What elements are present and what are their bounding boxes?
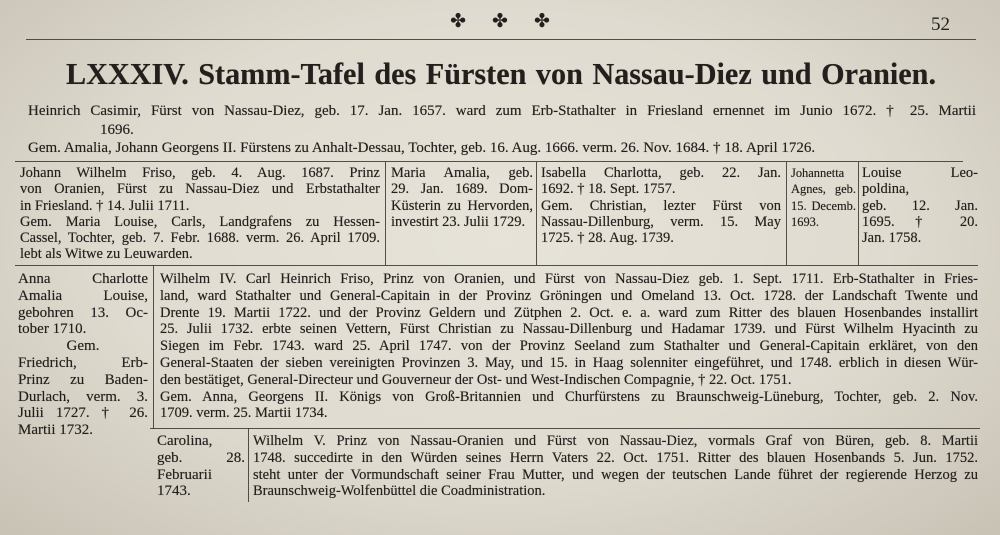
entry-isabella-charlotta: [541, 165, 781, 246]
entry-line: Anna Charlotte: [18, 271, 148, 287]
page-title: [66, 55, 936, 93]
entry-line: poldina,: [862, 181, 910, 198]
column-rule: [858, 162, 859, 265]
spouse-line: Cassel, Tochter, geb. 7. Febr. 1688. verm. 26. April 1709.: [20, 230, 380, 247]
entry-johann-wilhelm-friso: [20, 165, 380, 263]
spouse-line: 1725. † 28. Aug. 1739.: [541, 230, 674, 247]
entry-line: Siegen im Febr. 1743. ward 25. April 1747. von der Provinz Seeland zum Stathalter und General-Capitain erkläret, von den: [160, 338, 978, 355]
entry-line: 1692. † 18. Sept. 1757.: [541, 181, 676, 198]
entry-line: General-Staaten der sieben vereinigten Provinzen 3. May, und 15. in Haag solenniter eingeführet, und 1748. erblich in diesen Wür-: [160, 354, 978, 371]
entry-line: den bestätiget, General-Directeur und Gouverneur der Ost- und West-Indischen Compagnie, † 22. Oct. 1751.: [160, 371, 792, 388]
entry-line: 25. Julii 1732. erbte seinen Vettern, Fürst Christian zu Nassau-Dillenburg und Hadamar 1739. und Fürst Wilhelm Hyacinth zu: [160, 321, 978, 338]
entry-line: Isabella Charlotta, geb. 22. Jan.: [541, 165, 781, 181]
entry-wilhelm-iv: [160, 271, 978, 422]
spouse-line: Friedrich, Erb-: [18, 354, 148, 371]
entry-maria-amalia: [391, 165, 533, 230]
column-rule: [536, 162, 537, 265]
spouse-line: Gem.: [66, 338, 100, 355]
entry-line: in Friesland. † 14. Julii 1711.: [20, 197, 190, 214]
title-text: LXXXIV. Stamm-Tafel des Fürsten von Nassau-Diez und Oranien.: [66, 57, 936, 91]
entry-line: investirt 23. Julii 1729.: [391, 213, 526, 230]
entry-line: Küsterin zu Hervorden,: [391, 197, 533, 214]
spouse-line: Nassau-Dillenburg, verm. 15. May: [541, 213, 781, 230]
entry-line: 1695. † 20.: [862, 213, 978, 230]
spouse-line: Martii 1732.: [18, 422, 93, 439]
page-number: 52: [931, 14, 950, 35]
entry-line: Maria Amalia, geb.: [391, 165, 533, 181]
entry-johannetta-agnes: [791, 165, 856, 230]
spouse-line: Durlach, verm. 3.: [18, 388, 148, 405]
entry-line: Wilhelm IV. Carl Heinrich Friso, Prinz von Oranien, und Fürst von Nassau-Diez geb. 1. Sept. 1711. Erb-Stathalter in Fries-: [160, 271, 978, 287]
header-rule: [26, 39, 976, 40]
entry-line: 15. Decemb.: [791, 198, 856, 213]
entry-line: steht unter der Vormundschaft seiner Frau Mutter, und wegen der teutschen Lande führet der regierende Herzog zu: [253, 466, 978, 483]
entry-line: Jan. 1758.: [862, 230, 922, 247]
entry-heinrich-casimir: [28, 102, 976, 158]
entry-line: 1693.: [791, 214, 819, 229]
entry-line: 29. Jan. 1689. Dom-: [391, 181, 533, 198]
generation-rule: [15, 265, 978, 266]
entry-line: gebohren 13. Oc-: [18, 304, 148, 321]
spouse-line: Gem. Anna, Georgens II. Königs von Groß-Britannien und Churfürstens zu Braunschweig-Lüneburg, Tochter, geb. 2. Nov.: [160, 388, 978, 405]
spouse-line: Gem. Christian, lezter Fürst von: [541, 197, 781, 214]
spouse-line: Prinz zu Baden-: [18, 371, 148, 388]
entry-carolina: [157, 433, 245, 500]
entry-line: 1743.: [157, 483, 191, 500]
entry-wilhelm-v: [253, 433, 978, 500]
entry-line: Amalia Louise,: [18, 287, 148, 304]
spouse-line: Gem. Amalia, Johann Georgens II. Fürstens zu Anhalt-Dessau, Tochter, geb. 16. Aug. 1666. verm. 26. Nov. 1684. † 18. April 1726.: [28, 140, 816, 156]
entry-line: land, ward Stathalter und General-Capitain in der Provinz Gröningen und Omeland 13. Oct. 1728. der Landschaft Twente und: [160, 287, 978, 304]
entry-line: Heinrich Casimir, Fürst von Nassau-Diez, geb. 17. Jan. 1657. ward zum Erb-Stathalter in Friesland ernennet im Junio 1672. † 25. Martii: [28, 103, 976, 119]
entry-line: Johann Wilhelm Friso, geb. 4. Aug. 1687. Prinz: [20, 165, 380, 181]
spouse-line: Gem. Maria Louise, Carls, Landgrafens zu Hessen-: [20, 213, 380, 230]
entry-line: Drente 19. Martii 1722. und der Provinz Geldern und Zütphen 2. Oct. e. a. ward zum Ritter des blauen Hosenbandes installirt: [160, 304, 978, 321]
spouse-line: 1709. verm. 25. Martii 1734.: [160, 405, 328, 422]
entry-line: von Oranien, Fürst zu Nassau-Diez und Erbstathalter: [20, 181, 380, 198]
generation-rule: [15, 161, 963, 162]
entry-line: tober 1710.: [18, 321, 87, 338]
fleuron-icon: ✤ ✤ ✤: [450, 10, 550, 32]
column-rule: [248, 428, 249, 502]
entry-line: Agnes, geb.: [791, 182, 856, 197]
entry-line: 1748. succedirte in den Würden seines Herrn Vaters 22. Oct. 1751. Ritter des blauen Hosenbands 5. Jun. 1752.: [253, 449, 978, 466]
entry-line: Februarii: [157, 466, 212, 483]
spouse-line: lebt als Witwe zu Leuwarden.: [20, 246, 193, 263]
entry-line: Carolina,: [157, 433, 213, 449]
column-rule: [153, 265, 154, 429]
entry-line: Johannetta: [791, 166, 845, 180]
entry-line: geb. 12. Jan.: [862, 197, 978, 214]
generation-rule: [150, 428, 980, 429]
column-rule: [786, 162, 787, 265]
column-rule: [385, 162, 386, 265]
entry-line: Louise Leo-: [862, 165, 978, 181]
entry-line: Wilhelm V. Prinz von Nassau-Oranien und Fürst von Nassau-Diez, vormals Graf von Büren, geb. 8. Martii: [253, 433, 978, 449]
entry-line: geb. 28.: [157, 449, 245, 466]
entry-anna-charlotte-amalia-louise: [18, 271, 148, 439]
spouse-line: Julii 1727. † 26.: [18, 405, 148, 422]
entry-line: Braunschweig-Wolfenbüttel die Coadministration.: [253, 483, 546, 500]
entry-louise-leopoldina: [862, 165, 978, 246]
entry-line: 1696.: [100, 121, 134, 138]
